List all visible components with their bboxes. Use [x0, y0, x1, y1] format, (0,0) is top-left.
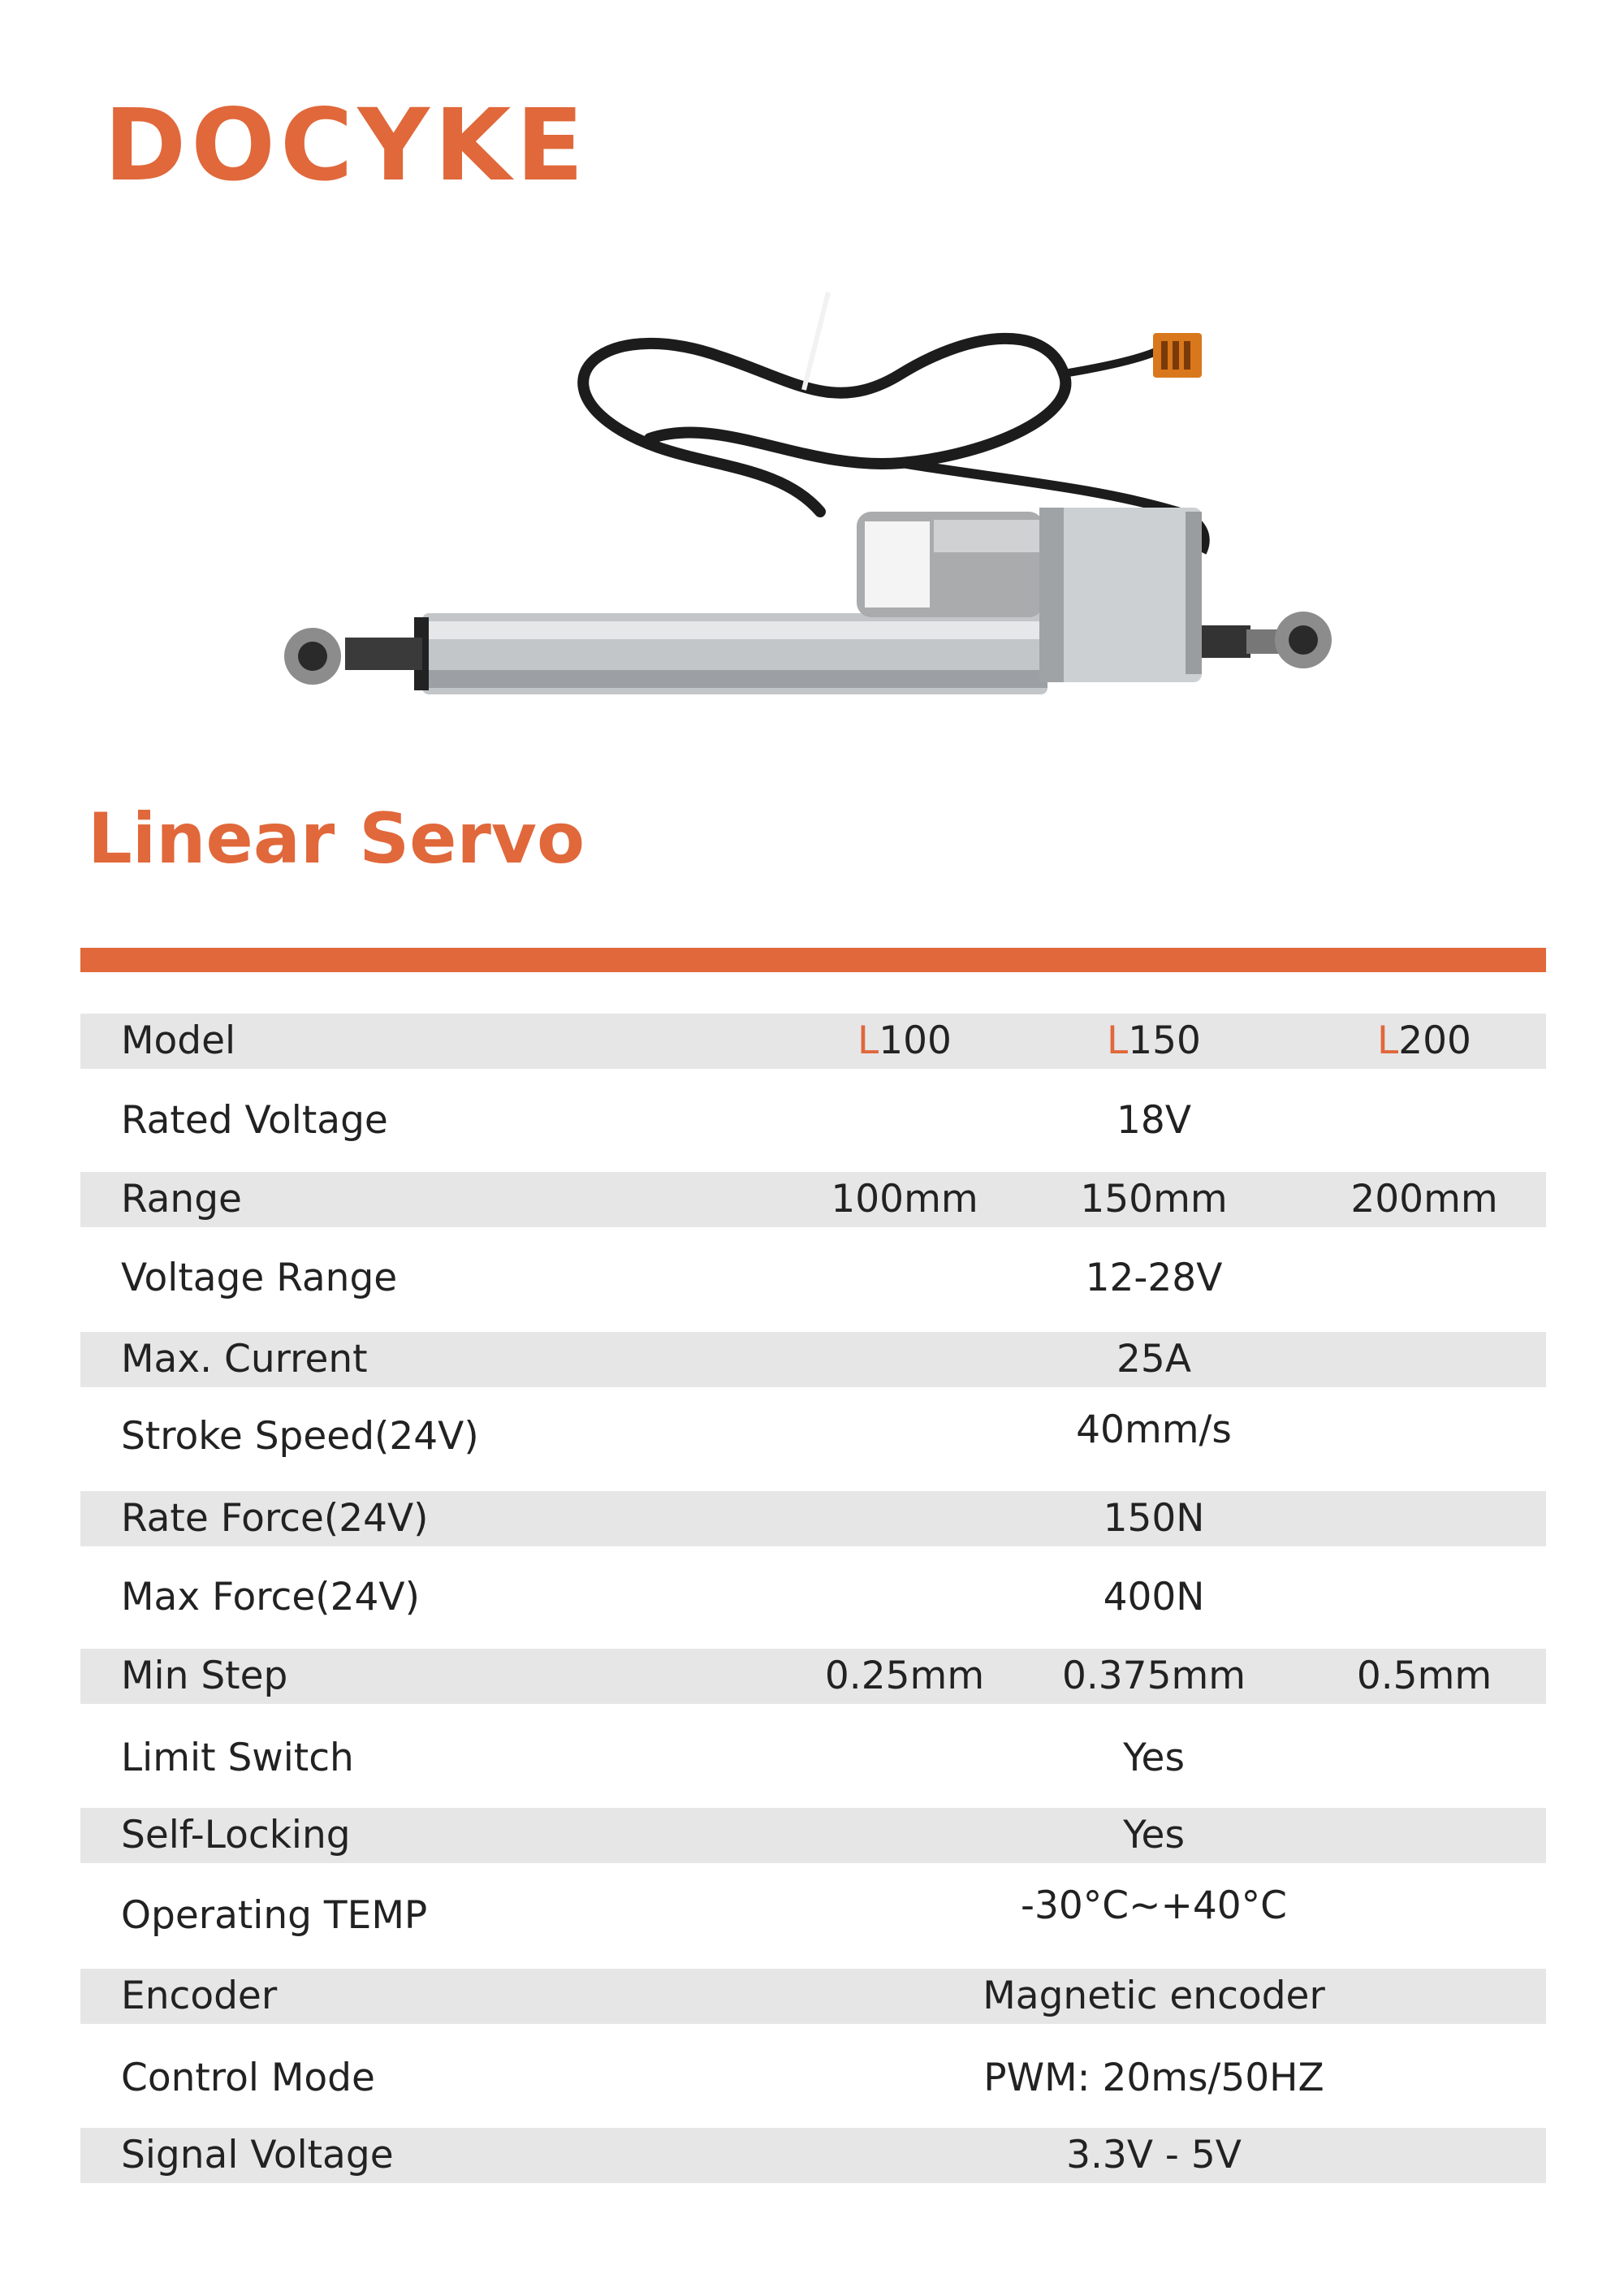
spec-row-limit-switch: [80, 1731, 1546, 1786]
linear-actuator-image: [268, 268, 1356, 731]
spec-value: 18V: [1116, 1098, 1191, 1143]
spec-row-control-mode: [80, 2051, 1546, 2106]
spec-value: 0.5mm: [1356, 1654, 1492, 1698]
spec-label: Range: [121, 1177, 242, 1222]
model-l100: [758, 1014, 1051, 1069]
spec-label: Stroke Speed(24V): [121, 1414, 479, 1459]
model-number: 200: [1398, 1018, 1471, 1063]
spec-row-max-force: [80, 1570, 1546, 1625]
model-l150: [1008, 1014, 1300, 1069]
spec-value: 3.3V - 5V: [1066, 2133, 1242, 2177]
spec-value: 100mm: [831, 1177, 978, 1222]
model-prefix: L: [1107, 1018, 1129, 1063]
spec-label: Rate Force(24V): [121, 1496, 429, 1541]
spec-label: Operating TEMP: [121, 1893, 428, 1938]
spec-label: Max. Current: [121, 1337, 368, 1381]
spec-value: 40mm/s: [1076, 1407, 1232, 1452]
brand-logo: DOCYKE: [104, 88, 589, 203]
spec-label: Max Force(24V): [121, 1575, 420, 1619]
spec-label: Limit Switch: [121, 1736, 354, 1780]
spec-label: Rated Voltage: [121, 1098, 388, 1143]
spec-label: Voltage Range: [121, 1256, 398, 1300]
spec-row-max-current: [80, 1332, 1546, 1387]
spec-label: Self-Locking: [121, 1813, 351, 1857]
spec-row-model: [80, 1014, 1546, 1069]
spec-row-self-locking: [80, 1808, 1546, 1863]
model-number: 100: [879, 1018, 952, 1063]
spec-label: Min Step: [121, 1654, 288, 1698]
spec-value: 400N: [1103, 1575, 1205, 1619]
spec-value: 150mm: [1080, 1177, 1228, 1222]
spec-value: PWM: 20ms/50HZ: [983, 2056, 1324, 2100]
spec-label: Control Mode: [121, 2056, 375, 2100]
spec-label: Encoder: [121, 1974, 278, 2018]
spec-label: Model: [121, 1018, 236, 1063]
model-prefix: L: [1377, 1018, 1399, 1063]
spec-value: Magnetic encoder: [983, 1974, 1325, 2018]
spec-value: Yes: [1123, 1813, 1185, 1857]
title-divider: [80, 948, 1546, 972]
spec-row-range: [80, 1172, 1546, 1227]
spec-value: Yes: [1123, 1736, 1185, 1780]
spec-value: 25A: [1116, 1337, 1191, 1381]
spec-value: 150N: [1103, 1496, 1205, 1541]
spec-row-rate-force: [80, 1491, 1546, 1546]
spec-value: 12-28V: [1085, 1256, 1223, 1300]
model-l200: [1278, 1014, 1570, 1069]
spec-row-stroke-speed: [80, 1409, 1546, 1464]
model-number: 150: [1128, 1018, 1201, 1063]
product-title: Linear Servo: [88, 798, 585, 880]
spec-label: Signal Voltage: [121, 2133, 394, 2177]
spec-row-encoder: [80, 1969, 1546, 2024]
spec-value: 200mm: [1350, 1177, 1498, 1222]
spec-row-voltage-range: [80, 1251, 1546, 1306]
model-prefix: L: [857, 1018, 879, 1063]
spec-row-signal-voltage: [80, 2128, 1546, 2183]
spec-value: 0.375mm: [1061, 1654, 1246, 1698]
spec-value: -30°C~+40°C: [1021, 1883, 1287, 1928]
spec-value: 0.25mm: [824, 1654, 985, 1698]
spec-row-operating-temp: [80, 1883, 1546, 1944]
spec-row-rated-voltage: [80, 1093, 1546, 1148]
spec-row-min-step: [80, 1649, 1546, 1704]
